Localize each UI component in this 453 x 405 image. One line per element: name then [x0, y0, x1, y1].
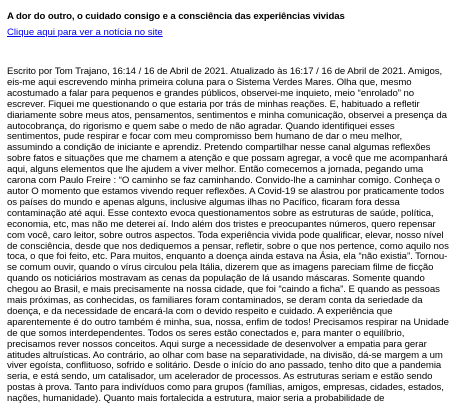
article-page — [7, 11, 449, 405]
article-body: Escrito por Tom Trajano, 16:14 / 16 de Abril de 2021. Atualizado às 16:17 / 16 de Abril de 2021. Amigos, eis-me aqui escrevendo minha primeira coluna para o Sistema Verdes Mares. Olha que, mesmo acostumado a falar para pequenos e grandes públicos, observei-me inquieto, meio “enrolado” no escrever. Fiquei me questionando o que estaria por trás de minhas reações. E, habituado a refletir diariamente sobre meus atos, pensamentos, sentimentos e minha comunicação, observei a presença da autocobrança, do rigorismo e quem sabe o medo de não agradar. Quando identifiquei esses sentimentos, pude respirar e focar com meu compromisso bem humano de dar o meu melhor, assumindo a condição de iniciante e aprendiz. Pretendo compartilhar nesse canal algumas reflexões sobre fatos e situações que me chamem a atenção e que possam agregar, a você que me acompanhará aqui, alguns elementos que lhe ajudem a viver melhor. Então comecemos a jornada, pegando uma carona com Paulo Freire : “O caminho se faz caminhando. Convido-lhe a caminhar comigo. Conheça o autor O momento que estamos vivendo requer reflexões. A Covid-19 se alastrou por praticamente todos os países do mundo e apenas alguns, inclusive algumas ilhas no Pacífico, ficaram fora dessa contaminação até aqui. Esse contexto evoca questionamentos sobre as estruturas de saúde, política, economia, etc, mas não me deterei aí. Indo além dos tristes e preocupantes números, quero repensar com você, caro leitor, sobre outros aspectos. Toda experiência vivida pode qualificar, elevar, nosso nível de consciência, desde que nos dediquemos a pensar, refletir, sobre o que nos pertence, como aquilo nos toca, o que foi feito, etc. Para muitos, enquanto a doença ainda estava na Ásia, ela “não existia”. Tornou-se comum ouvir, quando o vírus circulou pela Itália, dizerem que as imagens pareciam filme de ficção quando os noticiários mostravam as cenas da população de lá usando máscaras. Somente quando chegou ao Brasil, e mais precisamente na nossa cidade, que foi “caindo a ficha”. E quando as pessoas mais próximas, as conhecidas, os familiares foram contaminados, se deram conta da seriedade da doença, e da necessidade de encará-la com o devido respeito e cuidado. A experiência que aparentemente é do outro também é minha, sua, nossa, enfim de todos! Precisamos respirar na Unidade de que somos interdependentes. Todos os seres estão conectados e, para manter o equilíbrio, precisamos rever nossos conceitos. Aqui surge a necessidade de desenvolver a empatia para gerar atitudes altruísticas. Ao contrário, ao olhar com base na separatividade, na divisão, dá-se margem a um viver egoísta, conflituoso, sofrido e solitário. Desde o início do ano passado, tenho dito que a pandemia seria, e está sendo, um catalisador, um acelerador de processos. As estruturas seriam e estão sendo postas à prova. Tanto para indivíduos como para grupos (famílias, amigos, empresas, cidades, estados, nações, humanidade). Quanto mais fortalecida a estrutura, maior seria a probabilidade de — [7, 66, 449, 405]
article-title: A dor do outro, o cuidado consigo e a consciência das experiências vividas — [7, 11, 345, 22]
view-on-site-link[interactable]: Clique aqui para ver a notícia no site — [7, 27, 163, 38]
